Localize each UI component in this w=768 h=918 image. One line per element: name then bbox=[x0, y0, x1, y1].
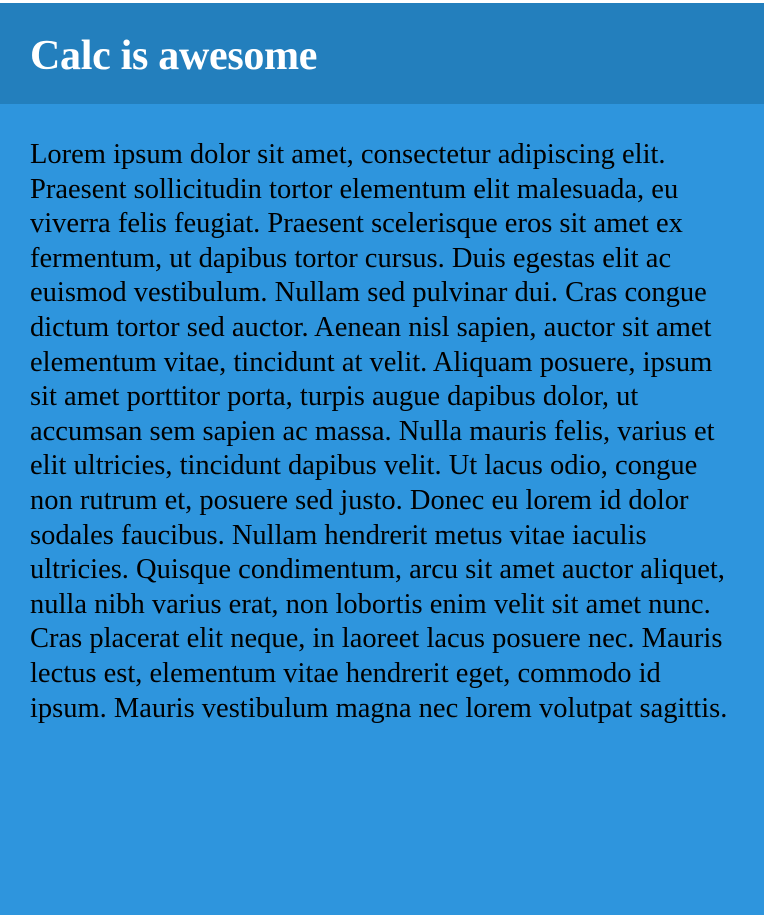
body-paragraph: Lorem ipsum dolor sit amet, consectetur adipiscing elit. Praesent sollicitudin tortor elementum elit malesuada, eu viverra felis feugiat. Praesent scelerisque eros sit amet ex fermentum, ut dapibus tortor cursus. Duis egestas elit ac euismod vestibulum. Nullam sed pulvinar dui. Cras congue dictum tortor sed auctor. Aenean nisl sapien, auctor sit amet elementum vitae, tincidunt at velit. Aliquam posuere, ipsum sit amet porttitor porta, turpis augue dapibus dolor, ut accumsan sem sapien ac massa. Nulla mauris felis, varius et elit ultricies, tincidunt dapibus velit. Ut lacus odio, congue non rutrum et, posuere sed justo. Donec eu lorem id dolor sodales faucibus. Nullam hendrerit metus vitae iaculis ultricies. Quisque condimentum, arcu sit amet auctor aliquet, nulla nibh varius erat, non lobortis enim velit sit amet nunc. Cras placerat elit neque, in laoreet lacus posuere nec. Mauris lectus est, elementum vitae hendrerit eget, commodo id ipsum. Mauris vestibulum magna nec lorem volutpat sagittis. bbox=[30, 139, 728, 724]
card-body bbox=[0, 104, 764, 726]
card-title: Calc is awesome bbox=[30, 33, 318, 79]
card-header bbox=[0, 3, 764, 104]
content-card bbox=[0, 3, 764, 915]
